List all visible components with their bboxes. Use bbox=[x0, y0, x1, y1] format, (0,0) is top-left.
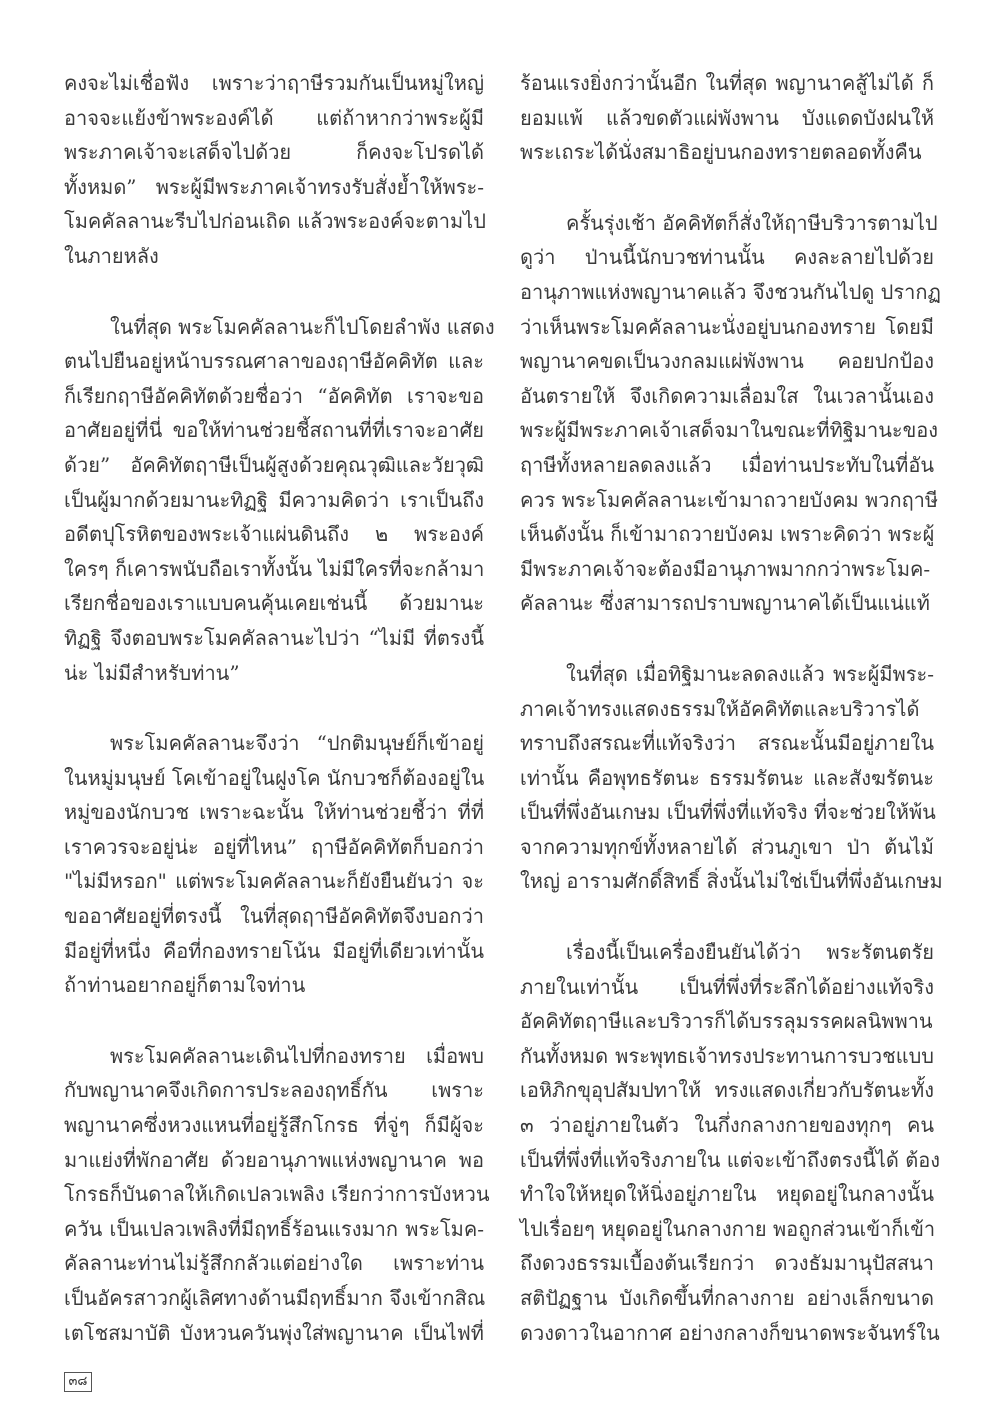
text-line: อัคคิทัตฤาษีและบริวารก็ได้บรรลุมรรคผลนิพพาน bbox=[520, 1009, 933, 1034]
text-line: ทำใจให้หยุดให้นิ่งอยู่ภายใน หยุดอยู่ในกลางนั้น bbox=[520, 1182, 934, 1207]
text-line: สติปัฏฐาน บังเกิดขึ้นที่กลางกาย อย่างเล็กขนาด bbox=[520, 1286, 934, 1310]
text-line: ใครๆ ก็เคารพนับถือเราทั้งนั้น ไม่มีใครที่จะกล้ามา bbox=[64, 556, 485, 581]
text-line: พระโมคคัลลานะจึงว่า “ปกติมนุษย์ก็เข้าอยู่ bbox=[110, 731, 484, 756]
text-line: เรียกชื่อของเราแบบคนคุ้นเคยเช่นนี้ ด้วยมานะ bbox=[64, 591, 484, 616]
text-line: เห็นดังนั้น ก็เข้ามาถวายบังคม เพราะคิดว่า พระผู้ bbox=[520, 522, 935, 547]
text-line: ถึงดวงธรรมเบื้องต้นเรียกว่า ดวงธัมมานุปัสสนา bbox=[520, 1251, 934, 1276]
text-line: ในที่สุด เมื่อทิฐิมานะลดลงแล้ว พระผู้มีพระ- bbox=[566, 661, 934, 686]
text-line: เป็นที่พึ่งที่แท้จริงภายใน แต่จะเข้าถึงตรงนี้ได้ ต้อง bbox=[520, 1147, 941, 1172]
text-line: ควัน เป็นเปลวเพลิงที่มีฤทธิ์ร้อนแรงมาก พระโมค- bbox=[64, 1216, 484, 1241]
text-line: ร้อนแรงยิ่งกว่านั้นอีก ในที่สุด พญานาคสู้ไม่ได้ ก็ bbox=[520, 71, 934, 95]
text-line: อานุภาพแห่งพญานาคแล้ว จึงชวนกันไปดู ปรากฏ bbox=[520, 279, 941, 304]
paragraph bbox=[520, 66, 934, 170]
paragraph bbox=[520, 935, 941, 1350]
text-line: ภายในเท่านั้น เป็นที่พึ่งที่ระลึกได้อย่างแท้จริง bbox=[520, 974, 934, 999]
text-line: ยอมแพ้ แล้วขดตัวแผ่พังพาน บังแดดบังฝนให้ bbox=[520, 105, 934, 130]
paragraph bbox=[520, 206, 941, 621]
paragraph bbox=[64, 66, 484, 274]
text-line: อาจจะแย้งข้าพระองค์ได้ แต่ถ้าหากว่าพระผู้มี bbox=[64, 105, 484, 130]
text-line: อันตรายให้ จึงเกิดความเลื่อมใส ในเวลานั้นเอง bbox=[520, 383, 934, 408]
text-line: มีอยู่ที่หนึ่ง คือที่กองทรายโน้น มีอยู่ที่เดียวเท่านั้น bbox=[64, 938, 484, 963]
text-line: ดวงดาวในอากาศ อย่างกลางก็ขนาดพระจันทร์ใน bbox=[520, 1320, 940, 1345]
text-line: ทราบถึงสรณะที่แท้จริงว่า สรณะนั้นมีอยู่ภายใน bbox=[520, 731, 934, 756]
text-line: กันทั้งหมด พระพุทธเจ้าทรงประทานการบวชแบบ bbox=[520, 1043, 934, 1068]
paragraph bbox=[64, 1039, 490, 1350]
text-line: ดูว่า ป่านนี้นักบวชท่านนั้น คงละลายไปด้วย bbox=[520, 245, 934, 270]
text-line: พระภาคเจ้าจะเสด็จไปด้วย ก็คงจะโปรดได้ bbox=[64, 140, 484, 165]
text-line: ในที่สุด พระโมคคัลลานะก็ไปโดยลำพัง แสดง bbox=[110, 314, 495, 339]
text-line: ภาคเจ้าทรงแสดงธรรมให้อัคคิทัตและบริวารได้ bbox=[520, 696, 920, 721]
right-column bbox=[520, 66, 943, 1350]
paragraph bbox=[64, 726, 484, 1003]
left-column bbox=[64, 66, 495, 1350]
text-line: ในภายหลัง bbox=[64, 243, 159, 268]
text-line: มีพระภาคเจ้าจะต้องมีอานุภาพมากกว่าพระโมค- bbox=[520, 556, 931, 581]
text-line: ฤาษีทั้งหลายลดลงแล้ว เมื่อท่านประทับในที่อัน bbox=[520, 452, 934, 477]
text-line: ถ้าท่านอยากอยู่ก็ตามใจท่าน bbox=[64, 973, 306, 998]
text-line: มาแย่งที่พักอาศัย ด้วยอานุภาพแห่งพญานาค พอ bbox=[64, 1147, 484, 1172]
text-line: ก็เรียกฤาษีอัคคิทัตด้วยชื่อว่า “อัคคิทัต เราจะขอ bbox=[64, 383, 484, 408]
paragraph bbox=[520, 657, 943, 899]
text-line: คัลลานะ ซึ่งสามารถปราบพญานาคได้เป็นแน่แท้ bbox=[520, 591, 930, 616]
text-line: ควร พระโมคคัลลานะเข้ามาถวายบังคม พวกฤาษี bbox=[520, 487, 939, 512]
text-line: ทิฏฐิ จึงตอบพระโมคคัลลานะไปว่า “ไม่มี ที่ตรงนี้ bbox=[64, 625, 484, 650]
text-line: ทั้งหมด” พระผู้มีพระภาคเจ้าทรงรับสั่งย้ำให้พระ- bbox=[64, 174, 484, 199]
text-line: โกรธก็บันดาลให้เกิดเปลวเพลิง เรียกว่าการบังหวน bbox=[64, 1182, 490, 1207]
text-line: ตนไปยืนอยู่หน้าบรรณศาลาของฤาษีอัคคิทัต และ bbox=[64, 349, 484, 374]
text-line: ครั้นรุ่งเช้า อัคคิทัตก็สั่งให้ฤาษีบริวารตามไป bbox=[566, 210, 938, 235]
text-line: เป็นที่พึ่งอันเกษม เป็นที่พึ่งที่แท้จริง ที่จะช่วยให้พ้น bbox=[520, 800, 936, 825]
text-line: คัลลานะท่านไม่รู้สึกกลัวแต่อย่างใด เพราะท่าน bbox=[64, 1251, 484, 1276]
text-line: เราควรจะอยู่น่ะ อยู่ที่ไหน” ฤาษีอัคคิทัตก็บอกว่า bbox=[64, 834, 484, 859]
text-line: เท่านั้น คือพุทธรัตนะ ธรรมรัตนะ และสังฆรัตนะ bbox=[520, 765, 934, 790]
text-line: ว่าเห็นพระโมคคัลลานะนั่งอยู่บนกองทราย โดยมี bbox=[520, 314, 934, 339]
text-line: เตโชสมาบัติ บังหวนควันพุ่งใส่พญานาค เป็นไฟที่ bbox=[64, 1320, 484, 1345]
text-line: น่ะ ไม่มีสำหรับท่าน” bbox=[64, 660, 240, 685]
text-line: หมู่ของนักบวช เพราะฉะนั้น ให้ท่านช่วยชี้ว่า ที่ที่ bbox=[64, 800, 484, 825]
text-line: ไปเรื่อยๆ หยุดอยู่ในกลางกาย พอถูกส่วนเข้าก็เข้า bbox=[520, 1216, 936, 1241]
text-line: พญานาคซึ่งหวงแหนที่อยู่รู้สึกโกรธ ที่จู่ๆ ก็มีผู้จะ bbox=[64, 1113, 484, 1138]
text-line: กับพญานาคจึงเกิดการประลองฤทธิ์กัน เพราะ bbox=[64, 1078, 484, 1103]
text-line: พระเถระได้นั่งสมาธิอยู่บนกองทรายตลอดทั้งคืน bbox=[520, 140, 922, 165]
page-number: ๓๘ bbox=[64, 1372, 92, 1392]
text-line: พระโมคคัลลานะเดินไปที่กองทราย เมื่อพบ bbox=[110, 1043, 484, 1068]
text-line: โมคคัลลานะรีบไปก่อนเถิด แล้วพระองค์จะตามไป bbox=[64, 209, 486, 234]
text-line: เป็นผู้มากด้วยมานะทิฏฐิ มีความคิดว่า เราเป็นถึง bbox=[64, 487, 484, 512]
text-line: ในหมู่มนุษย์ โคเข้าอยู่ในฝูงโค นักบวชก็ต้องอยู่ใน bbox=[64, 765, 485, 790]
text-line: คงจะไม่เชื่อฟัง เพราะว่าฤาษีรวมกันเป็นหมู่ใหญ่ bbox=[64, 71, 484, 95]
text-line: ๓ ว่าอยู่ภายในตัว ในกึ่งกลางกายของทุกๆ คน bbox=[520, 1113, 934, 1138]
text-line: พญานาคขดเป็นวงกลมแผ่พังพาน คอยปกป้อง bbox=[520, 349, 934, 374]
text-line: พระผู้มีพระภาคเจ้าเสด็จมาในขณะที่ทิฐิมานะของ bbox=[520, 418, 939, 443]
text-line: จากความทุกข์ทั้งหลายได้ ส่วนภูเขา ป่า ต้นไม้ bbox=[520, 834, 934, 859]
text-line: อาศัยอยู่ที่นี่ ขอให้ท่านช่วยชี้สถานที่ที่เราจะอาศัย bbox=[64, 418, 484, 443]
text-line: เรื่องนี้เป็นเครื่องยืนยันได้ว่า พระรัตนตรัย bbox=[566, 940, 934, 965]
text-line: เป็นอัครสาวกผู้เลิศทางด้านมีฤทธิ์มาก จึงเข้ากสิณ bbox=[64, 1286, 486, 1310]
text-line: ขออาศัยอยู่ที่ตรงนี้ ในที่สุดฤาษีอัคคิทัตจึงบอกว่า bbox=[64, 904, 484, 929]
text-line: อดีตปุโรหิตของพระเจ้าแผ่นดินถึง ๒ พระองค์ bbox=[64, 522, 484, 547]
text-line: เอหิภิกขุอุปสัมปทาให้ ทรงแสดงเกี่ยวกับรัตนะทั้ง bbox=[520, 1078, 934, 1103]
text-line: "ไม่มีหรอก" แต่พระโมคคัลลานะก็ยังยืนยันว่า จะ bbox=[64, 869, 484, 894]
paragraph bbox=[64, 310, 495, 691]
text-line: ด้วย” อัคคิทัตฤาษีเป็นผู้สูงด้วยคุณวุฒิและวัยวุฒิ bbox=[64, 452, 484, 477]
text-line: ใหญ่ อารามศักดิ์สิทธิ์ สิ่งนั้นไม่ใช่เป็นที่พึ่งอันเกษม bbox=[520, 869, 943, 894]
